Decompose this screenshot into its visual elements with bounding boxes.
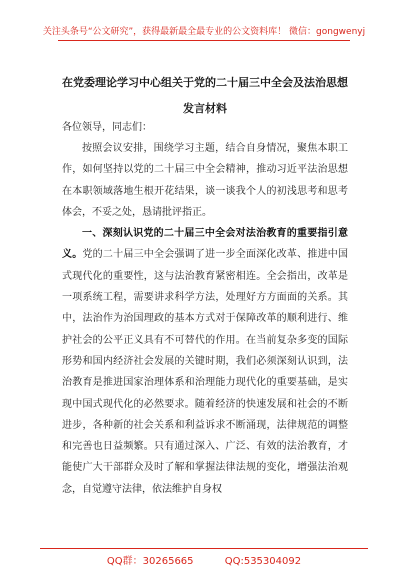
section-1-body: 党的二十届三中全会强调了进一步全面深化改革、推进中国式现代化的重要性，这与法治教育紧密相连。全会指出，改革是一项系统工程，需要讲求科学方法，处理好方方面面的关系。其中，法治作为治国理政的基本方式对于保障改革的顺利进行、维护社会的公平正义具有不可替代的作用。在当前复杂多变的国际形势和国内经济社会发展的关键时期，我们必须深刻认识到，法治教育是推进国家治理体系和治理能力现代化的重要基础，是实现中国式现代化的必然要求。随着经济的快速发展和社会的不断进步，各种新的社会关系和利益诉求不断涌现，法律规范的调整和完善也日益频繁。只有通过深入、广泛、有效的法治教育，才能使广大干部群众及时了解和掌握法律法规的变化，增强法治观念，自觉遵守法律，依法维护自身权 bbox=[62, 249, 349, 495]
footer-qq: QQ:535304092 bbox=[224, 556, 302, 567]
intro-paragraph: 按照会议安排，围绕学习主题，结合自身情况，聚焦本职工作，如何坚持以党的二十届三中全会精神，推动习近平法治思想在本职领域落地生根开花结果，谈一谈我个人的初浅思考和思考体会，不妥之处，恳请批评指正。 bbox=[62, 143, 348, 218]
header-promo-note: 关注头条号“公文研究”，获得最新最全最专业的公文资料库！ 微信：gongwenyj bbox=[42, 27, 366, 37]
document-title: 在党委理论学习中心组关于党的二十届三中全会及法治思想发言材料 bbox=[62, 76, 348, 115]
footer-qq-group: QQ群：30265665 bbox=[106, 556, 194, 567]
section-1-paragraph bbox=[62, 223, 348, 500]
footer-divider bbox=[40, 548, 368, 549]
section-1-heading: 一、深刻认识党的二十届三中全会对法治教育的重要指引意义。 bbox=[62, 228, 348, 261]
footer bbox=[0, 552, 408, 567]
document-body bbox=[62, 138, 348, 500]
header-divider bbox=[58, 40, 350, 41]
greeting: 各位领导，同志们： bbox=[62, 122, 152, 133]
